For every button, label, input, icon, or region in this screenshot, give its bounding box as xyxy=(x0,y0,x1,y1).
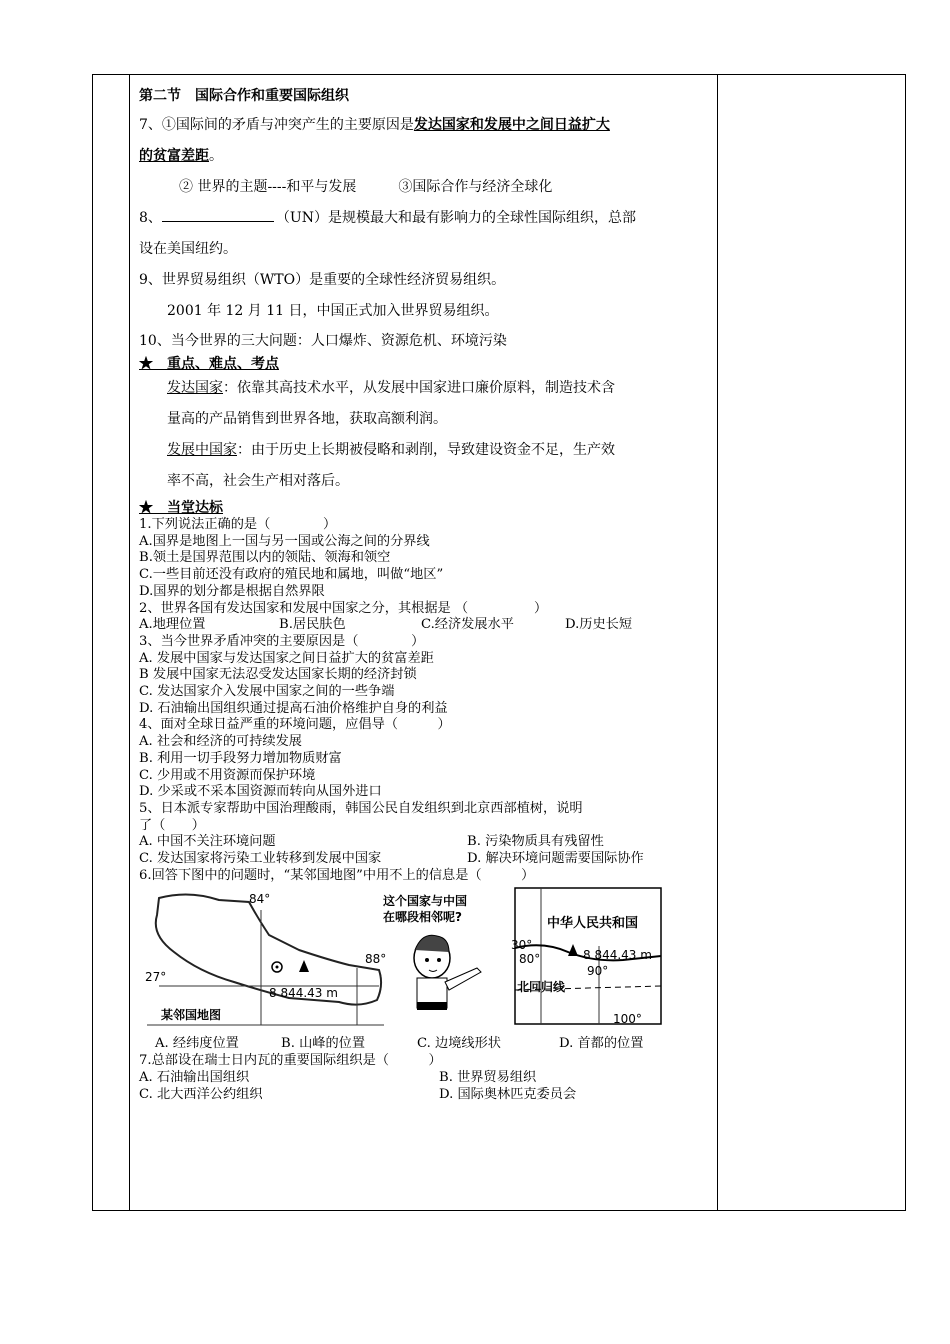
map-right-height: 8 844.43 m xyxy=(583,948,652,963)
item-8-line2: 设在美国纽约。 xyxy=(139,241,237,257)
q6-option-c[interactable]: C. 边境线形状 xyxy=(417,1036,501,1052)
exercise-heading-text: ★ 当堂达标 xyxy=(139,500,223,516)
item-8-blank[interactable] xyxy=(162,207,274,222)
q4-option-a[interactable]: A. 社会和经济的可持续发展 xyxy=(139,734,302,750)
q2-options xyxy=(139,617,711,634)
item-7-prefix: 7、①国际间的矛盾与冲突产生的主要原因是 xyxy=(139,117,414,133)
q6-option-b[interactable]: B. 山峰的位置 xyxy=(281,1036,366,1052)
q4-option-b[interactable]: B. 利用一切手段努力增加物质财富 xyxy=(139,750,342,766)
key-points-heading xyxy=(139,355,711,373)
q7-option-c[interactable]: C. 北大西洋公约组织 xyxy=(139,1086,263,1102)
q6-option-d[interactable]: D. 首都的位置 xyxy=(559,1036,644,1052)
q2-option-d[interactable]: D.历史长短 xyxy=(565,617,633,633)
q6-figure xyxy=(139,886,711,1036)
q3-option-a[interactable]: A. 发展中国家与发达国家之间日益扩大的贫富差距 xyxy=(139,650,434,666)
item-10: 10、当今世界的三大问题：人口爆炸、资源危机、环境污染 xyxy=(139,333,507,349)
q5-option-c[interactable]: C. 发达国家将污染工业转移到发展中国家 xyxy=(139,851,382,867)
speech-line2: 在哪段相邻呢? xyxy=(383,910,462,925)
q5-stem: 5、日本派专家帮助中国治理酸雨，韩国公民自发组织到北京西部植树，说明 xyxy=(139,800,583,816)
item-7-line3: ② 世界的主题----和平与发展 ③国际合作与经济全球化 xyxy=(179,179,553,195)
q7-options-row1 xyxy=(139,1070,711,1087)
q2-option-a[interactable]: A.地理位置 xyxy=(139,617,206,633)
q7-option-a[interactable]: A. 石油输出国组织 xyxy=(139,1069,250,1085)
q7-stem: 7.总部设在瑞士日内瓦的重要国际组织是（ ） xyxy=(139,1053,442,1069)
item-9-line1: 9、世界贸易组织（WTO）是重要的全球性经济贸易组织。 xyxy=(139,272,506,288)
map-left-lat: 27° xyxy=(145,970,167,985)
q1-option-c[interactable]: C.一些目前还没有政府的殖民地和属地，叫做“地区” xyxy=(139,567,444,583)
item-7-line2 xyxy=(139,141,711,172)
key-points-heading-text: ★ 重点、难点、考点 xyxy=(139,356,279,372)
q1-option-b[interactable]: B.领土是国界范围以内的领陆、领海和领空 xyxy=(139,550,391,566)
q6-option-a[interactable]: A. 经纬度位置 xyxy=(155,1036,239,1052)
map-left-caption: 某邻国地图 xyxy=(161,1008,222,1023)
q5-option-b[interactable]: B. 污染物质具有残留性 xyxy=(467,834,604,850)
q3-option-d[interactable]: D. 石油输出国组织通过提高石油价格维护自身的利益 xyxy=(139,700,448,716)
section-title: 第二节 国际合作和重要国际组织 xyxy=(139,88,349,104)
q5-options-row2 xyxy=(139,851,711,868)
developed-line2: 量高的产品销售到世界各地，获取高额利润。 xyxy=(167,411,447,427)
q3-option-b[interactable]: B 发展中国家无法忍受发达国家长期的经济封锁 xyxy=(139,667,417,683)
q7-options-row2 xyxy=(139,1087,711,1104)
map-left-height: 8 844.43 m xyxy=(269,986,338,1001)
item-8-line1 xyxy=(139,203,711,234)
q3-option-c[interactable]: C. 发达国家介入发展中国家之间的一些争端 xyxy=(139,684,395,700)
item-7-suffix: 。 xyxy=(209,148,223,164)
map-right-lat: 30° xyxy=(511,938,533,953)
q5-option-d[interactable]: D. 解决环境问题需要国际协作 xyxy=(467,851,644,867)
item-8-prefix: 8、 xyxy=(139,210,162,226)
main-content xyxy=(139,84,711,1103)
map-left-lon1: 84° xyxy=(249,892,271,907)
column-divider-left xyxy=(129,74,130,1211)
q4-option-d[interactable]: D. 少采或不采本国资源而转向从国外进口 xyxy=(139,784,382,800)
q5-options-row1 xyxy=(139,834,711,851)
q4-stem: 4、面对全球日益严重的环境问题，应倡导（ ） xyxy=(139,717,451,733)
q4-option-c[interactable]: C. 少用或不用资源而保护环境 xyxy=(139,767,316,783)
developed-text-1: ：依靠其高技术水平，从发展中国家进口廉价原料，制造技术含 xyxy=(223,380,615,396)
developing-line2: 率不高，社会生产相对落后。 xyxy=(167,473,349,489)
exercise-heading xyxy=(139,499,711,517)
q7-option-b[interactable]: B. 世界贸易组织 xyxy=(439,1069,537,1085)
item-8-text: （UN）是规模最大和最有影响力的全球性国际组织，总部 xyxy=(275,210,636,226)
q1-stem: 1.下列说法正确的是（ ） xyxy=(139,517,337,532)
item-7-line1 xyxy=(139,110,711,141)
developed-term: 发达国家 xyxy=(167,380,223,396)
q7-option-d[interactable]: D. 国际奥林匹克委员会 xyxy=(439,1086,577,1102)
q6-options xyxy=(139,1036,711,1053)
q3-stem: 3、当今世界矛盾冲突的主要原因是（ ） xyxy=(139,633,425,649)
developing-line1 xyxy=(139,435,711,466)
map-right-lon3: 100° xyxy=(613,1012,642,1027)
neighbor-country-map xyxy=(139,890,389,1030)
map-right-lon2: 90° xyxy=(587,964,609,979)
map-right-country: 中华人民共和国 xyxy=(547,916,639,932)
china-border-map xyxy=(513,886,663,1028)
item-9-line2: 2001 年 12 月 11 日，中国正式加入世界贸易组织。 xyxy=(167,303,499,319)
q5-option-a[interactable]: A. 中国不关注环境问题 xyxy=(139,834,276,850)
q1-option-a[interactable]: A.国界是地图上一国与另一国或公海之间的分界线 xyxy=(139,533,430,549)
developing-term: 发展中国家 xyxy=(167,442,237,458)
column-divider-right xyxy=(717,74,718,1211)
map-right-lon1: 80° xyxy=(519,952,541,967)
q1-option-d[interactable]: D.国界的划分都是根据自然界限 xyxy=(139,583,325,599)
q6-stem: 6.回答下图中的问题时，“某邻国地图”中用不上的信息是（ ） xyxy=(139,867,535,883)
item-7-answer-2: 的贫富差距 xyxy=(139,148,209,164)
developed-line1 xyxy=(139,373,711,404)
q2-option-c[interactable]: C.经济发展水平 xyxy=(421,617,514,633)
developing-text-1: ：由于历史上长期被侵略和剥削，导致建设资金不足，生产效 xyxy=(237,442,615,458)
map-left-lon2: 88° xyxy=(365,952,387,967)
speech-line1: 这个国家与中国 xyxy=(383,894,468,909)
q2-option-b[interactable]: B.居民肤色 xyxy=(279,617,346,633)
q5-stem-2: 了（ ） xyxy=(139,817,205,833)
map-right-tropic: 北回归线 xyxy=(517,980,566,995)
item-7-answer-1: 发达国家和发展中之间日益扩大 xyxy=(413,117,610,133)
q2-stem: 2、世界各国有发达国家和发展中国家之分，其根据是 （ ） xyxy=(139,600,548,616)
cartoon-figure xyxy=(377,890,497,1030)
